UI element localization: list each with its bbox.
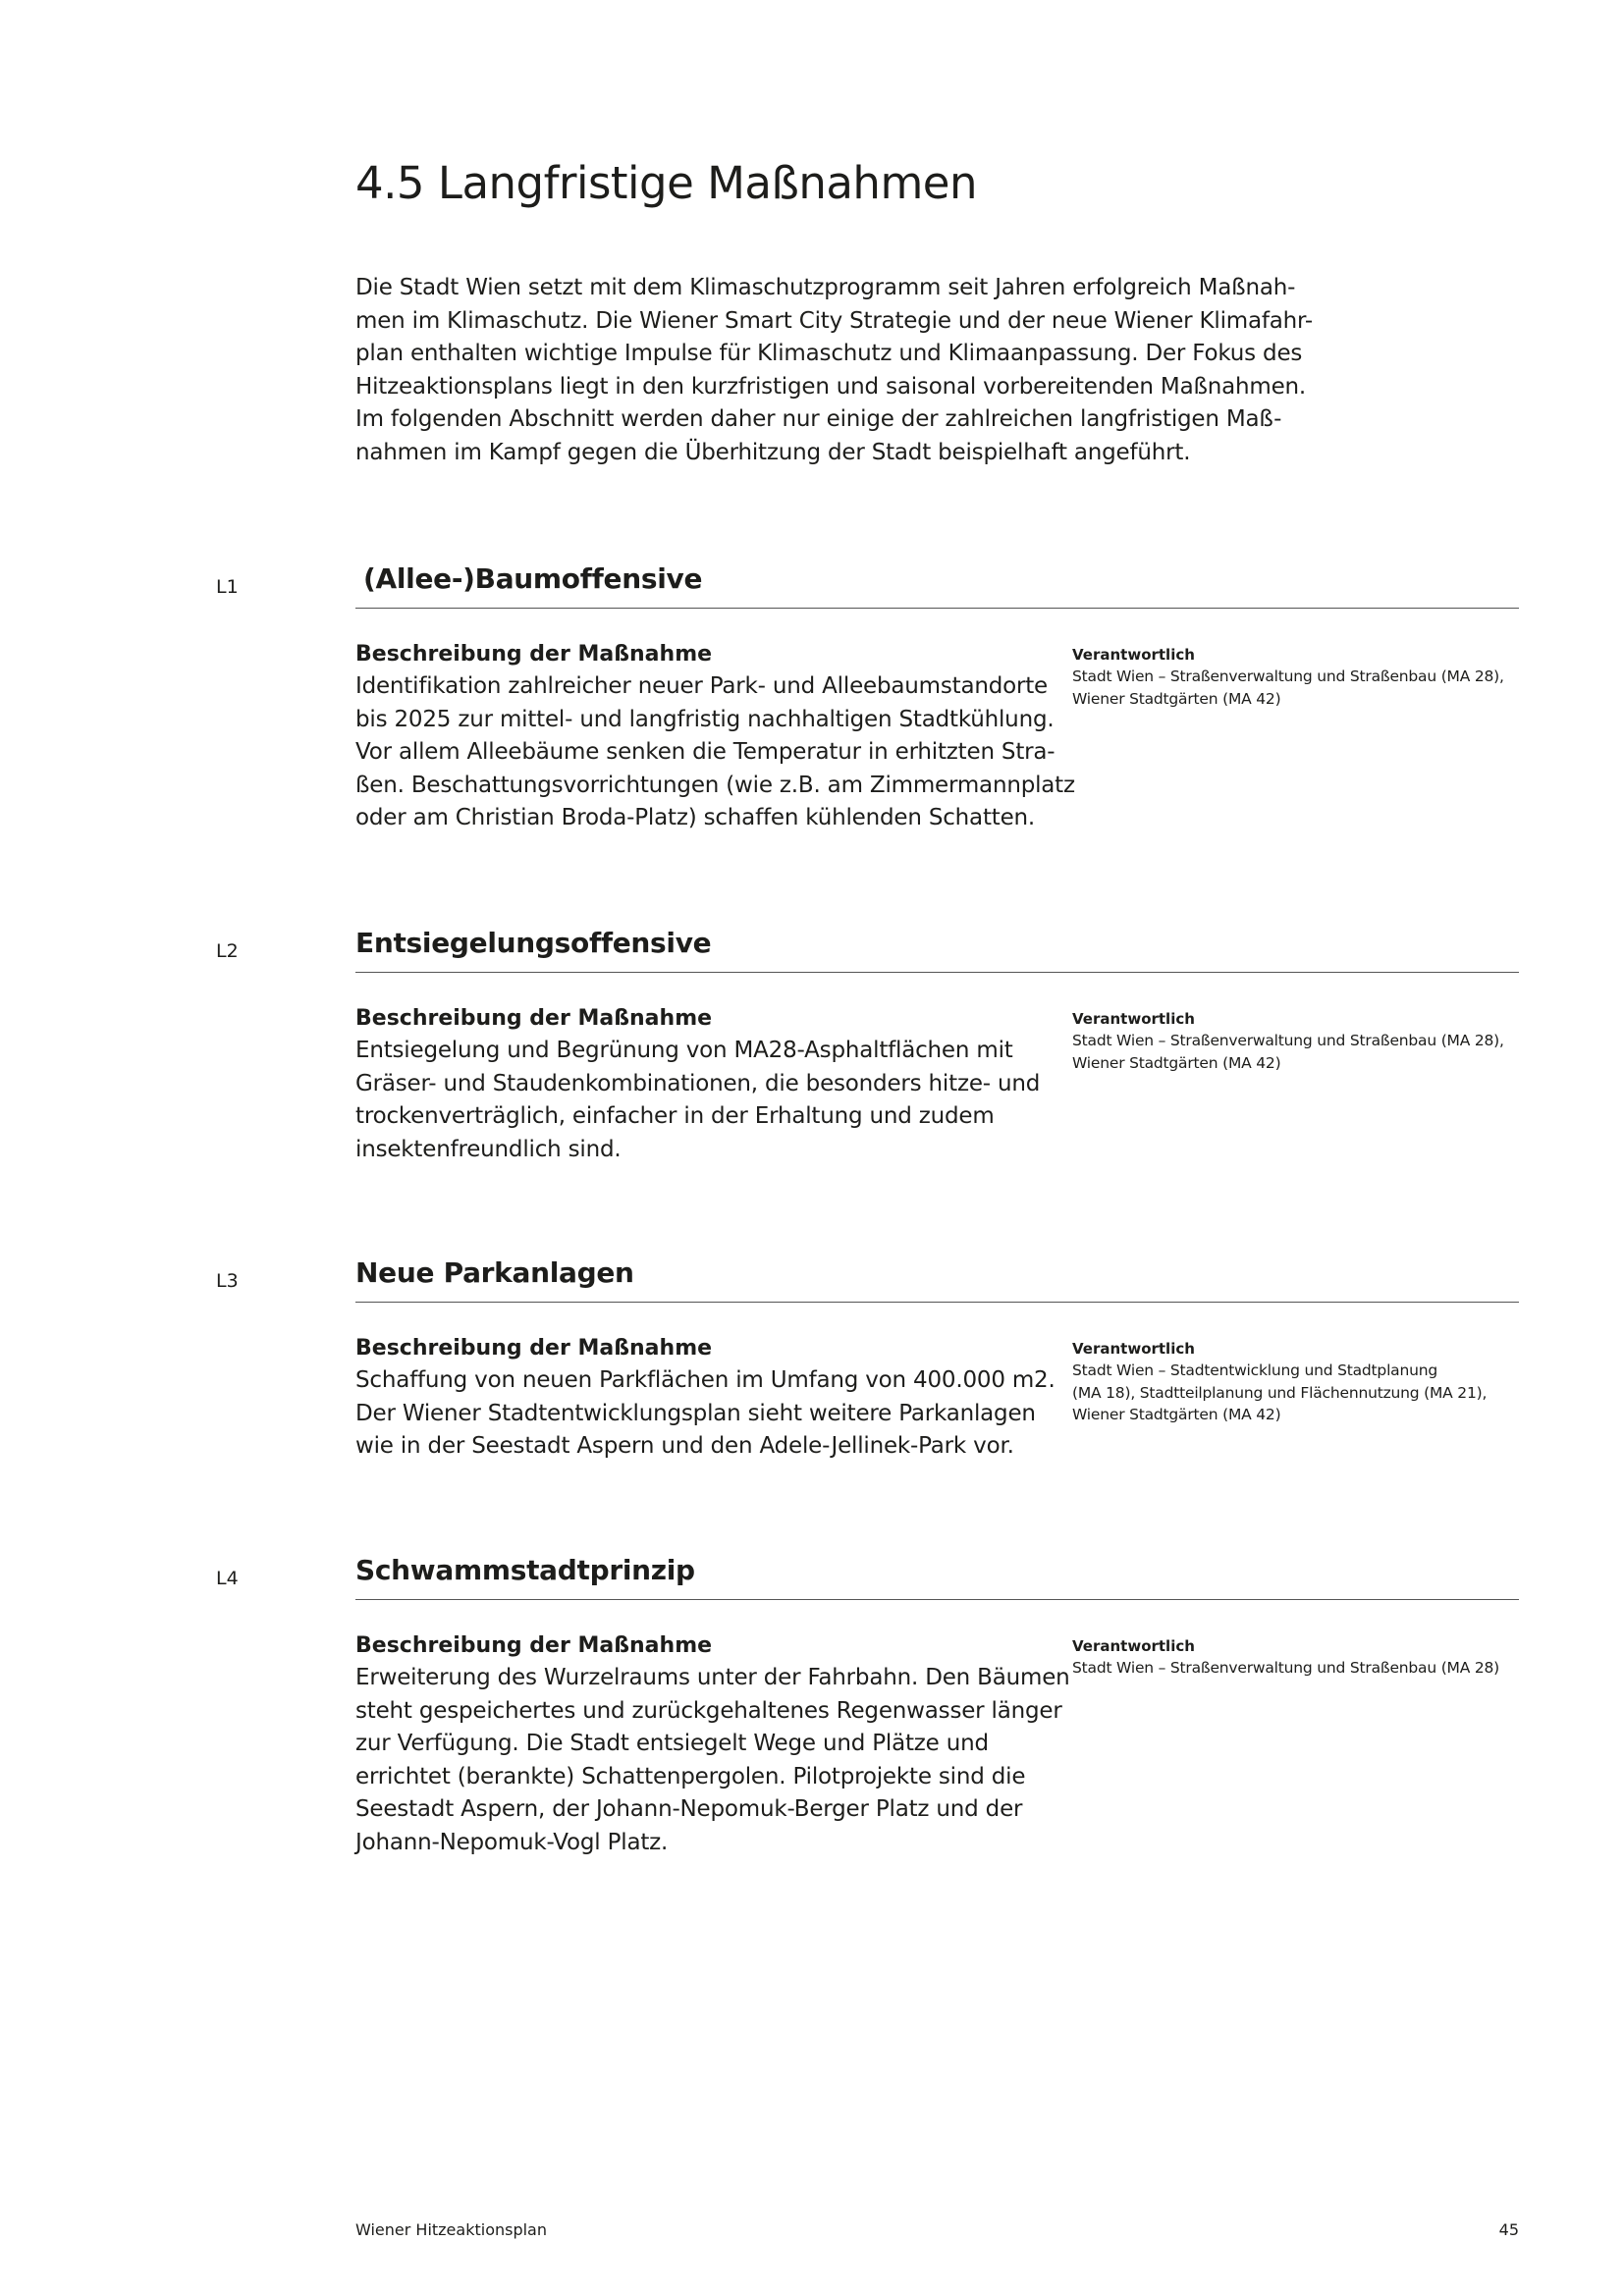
responsible-line: Stadt Wien – Straßenverwaltung und Straßenbau (MA 28), [1072,1032,1504,1049]
description-line: Seestadt Aspern, der Johann-Nepomuk-Berger Platz und der [355,1796,1023,1823]
responsible-block [1072,1008,1524,1074]
description-heading: Beschreibung der Maßnahme [355,1006,713,1031]
intro-line: Hitzeaktionsplans liegt in den kurzfristigen und saisonal vorbereitenden Maßnahmen. [355,373,1307,400]
responsible-block [1072,1338,1524,1426]
measure-description [355,1630,1070,1860]
footer-document-title: Wiener Hitzeaktionsplan [355,2220,547,2239]
description-line: oder am Christian Broda-Platz) schaffen kühlenden Schatten. [355,805,1036,831]
page-title: 4.5 Langfristige Maßnahmen [355,157,977,209]
intro-line: plan enthalten wichtige Impulse für Klimaschutz und Klimaanpassung. Der Fokus des [355,341,1303,367]
section-divider [355,1302,1519,1303]
description-line: Johann-Nepomuk-Vogl Platz. [355,1829,669,1855]
description-line: steht gespeichertes und zurückgehaltenes Regenwasser länger [355,1697,1062,1724]
intro-line: Im folgenden Abschnitt werden daher nur einige der zahlreichen langfristigen Maß- [355,406,1282,433]
measure-title: Neue Parkanlagen [355,1256,634,1289]
description-line: bis 2025 zur mittel- und langfristig nachhaltigen Stadtkühlung. [355,706,1055,732]
description-line: Vor allem Alleebäume senken die Temperatur in erhitzten Stra- [355,739,1056,766]
description-line: Schaffung von neuen Parkflächen im Umfang von 400.000 m2. [355,1367,1056,1393]
responsible-heading: Verantwortlich [1072,1637,1195,1655]
section-divider [355,608,1519,609]
measure-id: L1 [216,576,239,598]
measure-title: Entsiegelungsoffensive [355,927,712,959]
responsible-line: Stadt Wien – Straßenverwaltung und Straßenbau (MA 28) [1072,1659,1500,1677]
measure-title: (Allee-)Baumoffensive [363,562,703,595]
intro-line: Die Stadt Wien setzt mit dem Klimaschutzprogramm seit Jahren erfolgreich Maßnah- [355,275,1296,300]
description-line: Gräser- und Staudenkombinationen, die besonders hitze- und [355,1070,1041,1096]
description-heading: Beschreibung der Maßnahme [355,642,713,667]
responsible-line: Stadt Wien – Straßenverwaltung und Straßenbau (MA 28), [1072,667,1504,685]
responsible-block [1072,1635,1524,1680]
description-heading: Beschreibung der Maßnahme [355,1633,713,1658]
measure-id: L3 [216,1270,239,1292]
measure-description [355,1003,1043,1166]
responsible-line: Wiener Stadtgärten (MA 42) [1072,1053,1281,1072]
responsible-line: Wiener Stadtgärten (MA 42) [1072,689,1281,708]
measure-title: Schwammstadtprinzip [355,1554,695,1586]
description-line: errichtet (berankte) Schattenpergolen. Pilotprojekte sind die [355,1763,1026,1789]
measure-id: L2 [216,940,239,962]
description-line: trockenverträglich, einfacher in der Erhaltung und zudem [355,1103,995,1130]
responsible-heading: Verantwortlich [1072,646,1195,664]
measure-description [355,639,1075,835]
description-line: insektenfreundlich sind. [355,1136,622,1162]
section-divider [355,1599,1519,1600]
responsible-heading: Verantwortlich [1072,1010,1195,1028]
section-divider [355,972,1519,973]
description-line: Der Wiener Stadtentwicklungsplan sieht weitere Parkanlagen [355,1400,1036,1426]
intro-line: nahmen im Kampf gegen die Überhitzung der Stadt beispielhaft angeführt. [355,439,1191,465]
intro-paragraph [355,272,1313,470]
responsible-heading: Verantwortlich [1072,1340,1195,1358]
responsible-line: (MA 18), Stadtteilplanung und Flächennutzung (MA 21), [1072,1383,1488,1402]
responsible-line: Wiener Stadtgärten (MA 42) [1072,1406,1281,1423]
description-line: zur Verfügung. Die Stadt entsiegelt Wege und Plätze und [355,1731,989,1757]
description-line: ßen. Beschattungsvorrichtungen (wie z.B. am Zimmermannplatz [355,772,1075,798]
page-number: 45 [1498,2220,1519,2239]
intro-line: men im Klimaschutz. Die Wiener Smart City Strategie und der neue Wiener Klimafahr- [355,307,1313,334]
description-line: Entsiegelung und Begrünung von MA28-Asphaltflächen mit [355,1038,1013,1063]
description-line: wie in der Seestadt Aspern und den Adele-Jellinek-Park vor. [355,1433,1014,1460]
description-line: Identifikation zahlreicher neuer Park- und Alleebaumstandorte [355,673,1049,699]
description-line: Erweiterung des Wurzelraums unter der Fahrbahn. Den Bäumen [355,1665,1070,1690]
measure-description [355,1333,1056,1464]
responsible-block [1072,644,1524,710]
measure-id: L4 [216,1568,239,1589]
responsible-line: Stadt Wien – Stadtentwicklung und Stadtplanung [1072,1362,1437,1379]
description-heading: Beschreibung der Maßnahme [355,1336,713,1361]
